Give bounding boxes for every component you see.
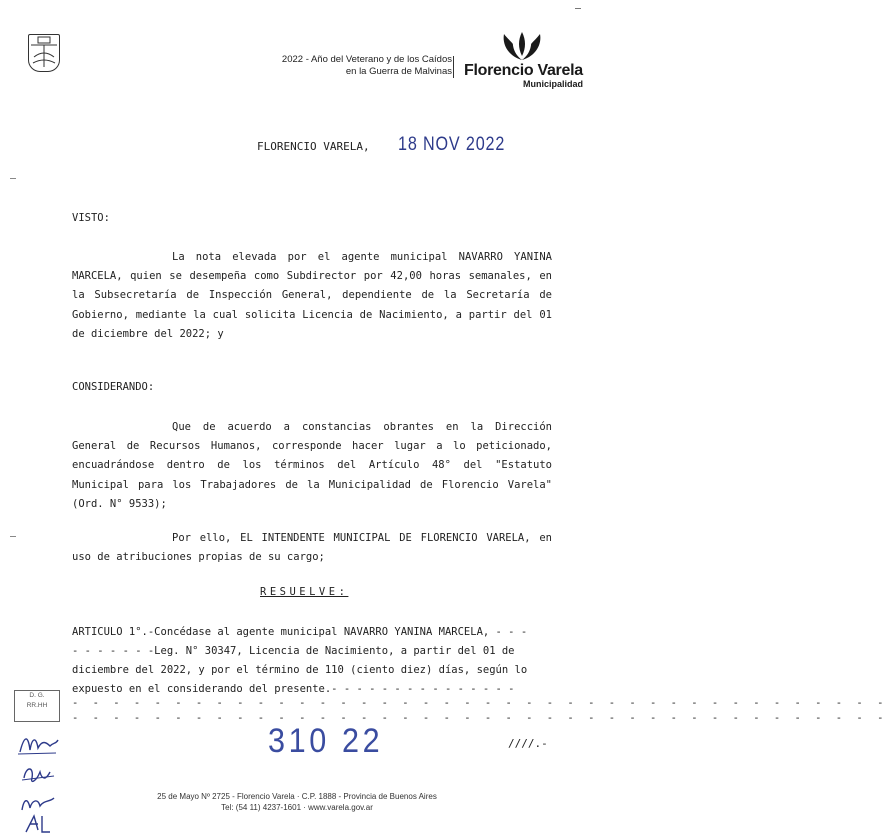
handwritten-initials-icon [16, 760, 62, 788]
articulo-line: diciembre del 2022, y por el término de 110 (ciento diez) días, según lo [72, 664, 528, 676]
motto-line: 2022 - Año del Veterano y de los Caídos [281, 54, 452, 65]
handwritten-initials-icon [16, 812, 62, 836]
considerando-text-2: Por ello, EL INTENDENTE MUNICIPAL DE FLORENCIO VARELA, en uso de atribuciones propias de su cargo; [72, 532, 552, 564]
handwritten-initials-icon [16, 730, 62, 758]
place-label: FLORENCIO VARELA, [257, 140, 370, 153]
footer-contact: Tel: (54 11) 4237-1601 · www.varela.gov.ar [221, 803, 373, 812]
articulo-line: ARTICULO 1°.-Concédase al agente municipal NAVARRO YANINA MARCELA, - - - [72, 626, 528, 638]
florencio-varela-logo-icon [500, 30, 544, 62]
articulo-line: expuesto en el considerando del presente.- - - - - - - - - - - - - - - [72, 683, 515, 695]
scan-mark [10, 178, 16, 179]
logo-name: Florencio Varela [464, 62, 583, 79]
closing-slashes: ////.- [508, 737, 548, 750]
resolution-number-stamp: 310 22 [268, 722, 384, 760]
motto-line: en la Guerra de Malvinas [345, 66, 452, 77]
footer-address: 25 de Mayo Nº 2725 - Florencio Varela · C.P. 1888 - Provincia de Buenos Aires [157, 792, 437, 801]
date-stamp: 18 NOV 2022 [398, 134, 506, 155]
scan-mark [575, 8, 581, 9]
dash-separator: - - - - - - - - - - - - - - - - - - - - - - - - - - - - - - - - - - - - - - - - [72, 697, 887, 709]
stamp-line: RR.HH [26, 702, 48, 709]
considerando-text: Que de acuerdo a constancias obrantes en la Dirección General de Recursos Humanos, corresponde hacer lugar a lo peticionado, encuadrándose dentro de los términos del Artículo 48° del "Estatuto Municipal para los Trabajadores de la Municipalidad de Florencio Varela" (Ord. N° 9533); [72, 421, 552, 510]
coat-of-arms-icon [28, 34, 60, 72]
year-motto [282, 54, 452, 78]
considerando-heading: CONSIDERANDO: [72, 381, 155, 393]
logo-subtitle: Municipalidad [523, 79, 584, 89]
visto-heading: VISTO: [72, 212, 110, 224]
articulo-line: - - - - - - -Leg. N° 30347, Licencia de Nacimiento, a partir del 01 de [72, 645, 515, 657]
dash-separator: - - - - - - - - - - - - - - - - - - - - - - - - - - - - - - - - - - - - - - - - [72, 712, 887, 724]
rrhh-stamp [14, 690, 60, 722]
stamp-line: D. G. [29, 692, 45, 699]
header-divider [453, 56, 454, 78]
scan-mark [10, 536, 16, 537]
visto-text: La nota elevada por el agente municipal NAVARRO YANINA MARCELA, quien se desempeña como Subdirector por 42,00 horas semanales, en la Subsecretaría de Inspección General, dependiente de la Secretaría de Gobierno, mediante la cual solicita Licencia de Nacimiento, a partir del 01 de diciembre del 2022; y [72, 251, 552, 340]
resuelve-heading: RESUELVE: [260, 586, 349, 598]
